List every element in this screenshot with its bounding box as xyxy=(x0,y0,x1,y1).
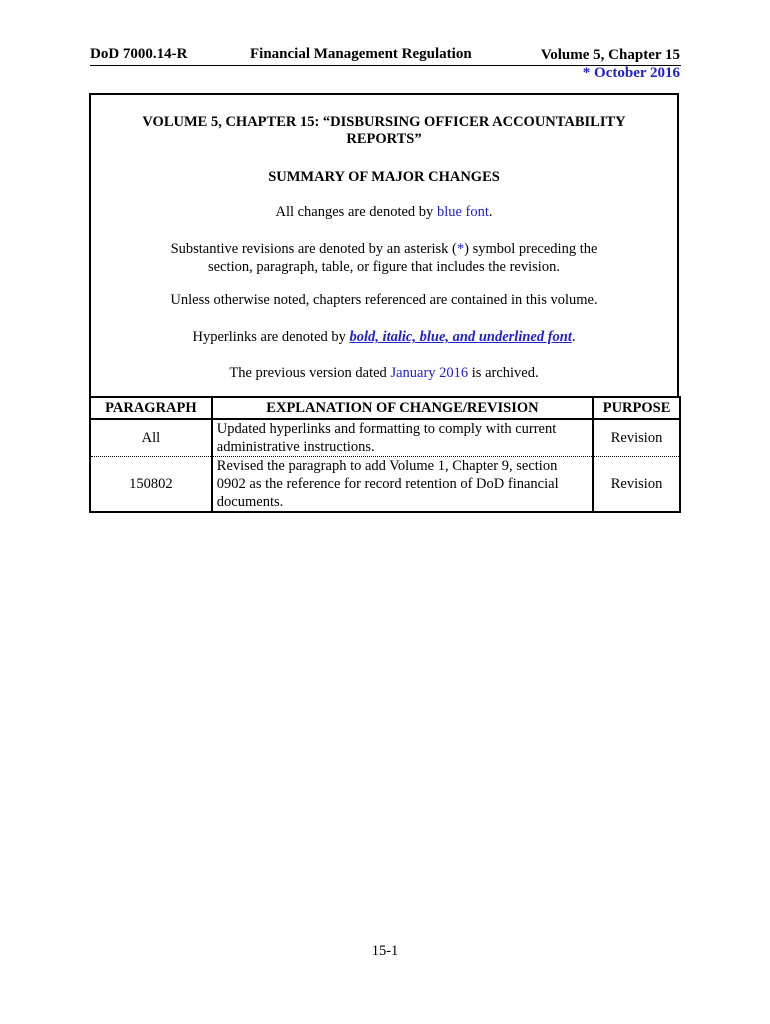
table-header-row xyxy=(90,397,680,419)
volume-chapter: Volume 5, Chapter 15 xyxy=(540,47,680,63)
blue-font-note-end: . xyxy=(488,204,493,220)
doc-id: DoD 7000.14-R xyxy=(90,46,188,62)
regulation-title: Financial Management Regulation xyxy=(250,46,472,62)
row-explanation: Revised the paragraph to add Volume 1, Chapter 9, section 0902 as the reference for record retention of DoD financial documents. xyxy=(212,457,593,513)
page-number: 15-1 xyxy=(371,943,399,959)
header-explanation: EXPLANATION OF CHANGE/REVISION xyxy=(212,397,593,419)
previous-version-date: January 2016 xyxy=(390,365,469,381)
hyperlink-note-text: Hyperlinks are denoted by xyxy=(192,329,350,345)
table-row xyxy=(90,419,680,457)
hyperlink-note-end: . xyxy=(571,329,576,345)
asterisk-symbol: * xyxy=(456,241,465,257)
volume-chapter-block xyxy=(541,46,680,82)
table-row xyxy=(90,457,680,513)
hyperlink-sample[interactable]: bold, italic, blue, and underlined font xyxy=(349,329,572,345)
archive-note-text: The previous version dated xyxy=(229,365,391,381)
header-rule xyxy=(90,65,681,66)
chapter-title-line2: REPORTS” xyxy=(346,131,422,147)
blue-font-note-text: All changes are denoted by xyxy=(275,204,437,220)
blue-font-note xyxy=(91,204,677,221)
blue-font-sample: blue font xyxy=(436,204,489,220)
chapter-title xyxy=(91,114,677,148)
archive-note-end: is archived. xyxy=(468,365,539,381)
summary-box xyxy=(89,93,679,396)
row-paragraph: 150802 xyxy=(90,457,212,513)
asterisk-note-text: Substantive revisions are denoted by an asterisk ( xyxy=(170,241,457,257)
header-purpose: PURPOSE xyxy=(593,397,680,419)
asterisk-note-text-end: ) symbol preceding the xyxy=(464,241,598,257)
archive-note xyxy=(91,365,677,382)
row-purpose: Revision xyxy=(593,457,680,513)
header-paragraph: PARAGRAPH xyxy=(90,397,212,419)
summary-heading: SUMMARY OF MAJOR CHANGES xyxy=(268,169,500,185)
row-purpose: Revision xyxy=(593,419,680,457)
chapter-reference-note: Unless otherwise noted, chapters referenced are contained in this volume. xyxy=(170,292,598,308)
changes-table xyxy=(89,396,681,513)
asterisk-note-line2: section, paragraph, table, or figure that includes the revision. xyxy=(208,259,560,275)
asterisk-note-line1 xyxy=(91,240,677,258)
revision-date: * October 2016 xyxy=(582,65,680,81)
chapter-title-line1: VOLUME 5, CHAPTER 15: “DISBURSING OFFICER ACCOUNTABILITY xyxy=(142,114,626,130)
asterisk-note xyxy=(91,240,677,276)
row-paragraph: All xyxy=(90,419,212,457)
hyperlink-note xyxy=(91,329,677,346)
row-explanation: Updated hyperlinks and formatting to comply with current administrative instructions. xyxy=(212,419,593,457)
